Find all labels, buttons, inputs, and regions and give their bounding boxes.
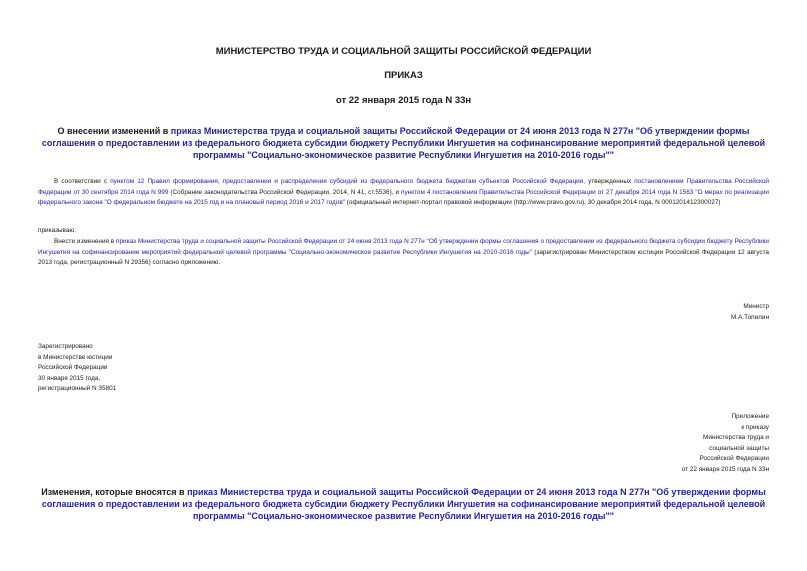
resolution-999-link[interactable]: постановлением Правительства Российской Федерации от 30 сентября 2014 года N 999 (38, 178, 770, 196)
preamble-text-1: В соответствии с (54, 178, 111, 185)
appendix-line: к приказу (741, 423, 769, 431)
registration-line: в Министерстве юстиции (38, 353, 113, 361)
changes-order-link[interactable]: приказ Министерства труда и социальной защиты Российской Федерации от 24 июня 2013 года N 277н "Об утверждении формы соглашения о предоставлении из федерального бюджета субсидии бюджету Республики Ингушетия на софинансирование мероприятий федеральной целевой программы "Социально-экономическое развитие Республики Ингушетия на 2010-2016 годы"" (41, 487, 766, 521)
appendix-line: Приложение (731, 413, 769, 420)
preamble-text-3: (Собрание законодательства Российской Федерации, 2014, N 41, ст.5536), и (168, 188, 402, 196)
appendix-line: Российской Федерации (699, 455, 769, 462)
registration-block (38, 342, 116, 395)
registration-line: Зарегистрировано (38, 343, 93, 350)
signature-block (731, 302, 769, 323)
signatory-name: М.А.Топилин (731, 313, 769, 321)
preamble-paragraph (38, 177, 769, 209)
registration-line: 30 января 2015 года, (38, 374, 101, 382)
registration-line: Российской Федерации (38, 364, 108, 371)
doc-date: от 22 января 2015 года N 33н (335, 95, 472, 106)
preamble-text-4: (официальный интернет-портал правовой информации (http://www.pravo.gov.ru), 30 декабря 2014 года, N 0001201412300027) (344, 199, 721, 206)
order-277n-link[interactable]: приказ Министерства труда и социальной защиты Российской Федерации от 24 июня 2013 года N 277н "Об утверждении формы соглашения о предоставлении из федерального бюджета субсидии бюджету Республики Ингушетия на софинансирование мероприятий федеральной целевой программы "Социально-экономическое развитие Республики Ингушетия на 2010-2016 годы" (38, 238, 769, 256)
ministry-heading: МИНИСТЕРСТВО ТРУДА И СОЦИАЛЬНОЙ ЗАЩИТЫ РОССИЙСКОЙ ФЕДЕРАЦИИ (215, 46, 592, 57)
appendix-line: социальной защиты (709, 444, 769, 452)
preamble-text-2: , утвержденных (583, 178, 635, 185)
document-title (30, 125, 777, 161)
doc-type-heading: ПРИКАЗ (384, 70, 423, 81)
appendix-line: от 22 января 2015 года N 33н (681, 465, 769, 473)
title-prefix: О внесении изменений в (57, 126, 171, 136)
order-text-2: (зарегистрирован Министерством юстиции Российской Федерации 12 августа 2013 года, регистрационный N 29356) согласно приложению. (38, 248, 769, 266)
signatory-position: Министр (743, 303, 769, 310)
rules-link[interactable]: пунктом 12 Правил формирования, предоставления и распределения субсидий из федерального бюджета бюджетам субъектов Российской Федерации (110, 178, 584, 185)
appendix-block (682, 412, 769, 475)
registration-line: регистрационный N 35801 (38, 385, 117, 392)
changes-title-prefix: Изменения, которые вносятся в (41, 487, 188, 497)
order-paragraph (38, 237, 769, 269)
title-order-link[interactable]: приказ Министерства труда и социальной защиты Российской Федерации от 24 июня 2013 года N 277н "Об утверждении формы соглашения о предоставлении из федерального бюджета субсидии бюджету Республики Ингушетия на софинансирование мероприятий федеральной целевой программы "Социально-экономическое развитие Республики Ингушетия на 2010-2016 годы"" (41, 126, 766, 160)
order-text-1: Внести изменения в (54, 238, 117, 245)
order-word: приказываю: (38, 227, 76, 234)
appendix-line: Министерства труда и (703, 434, 769, 441)
resolution-1563-link[interactable]: пунктом 4 постановления Правительства Российской Федерации от 27 декабря 2014 года N 1563 "О мерах по реализации федерального закона "О федеральном бюджете на 2015 год и на плановый период 2016 и 2017 годов" (38, 188, 769, 206)
changes-title (30, 486, 777, 522)
